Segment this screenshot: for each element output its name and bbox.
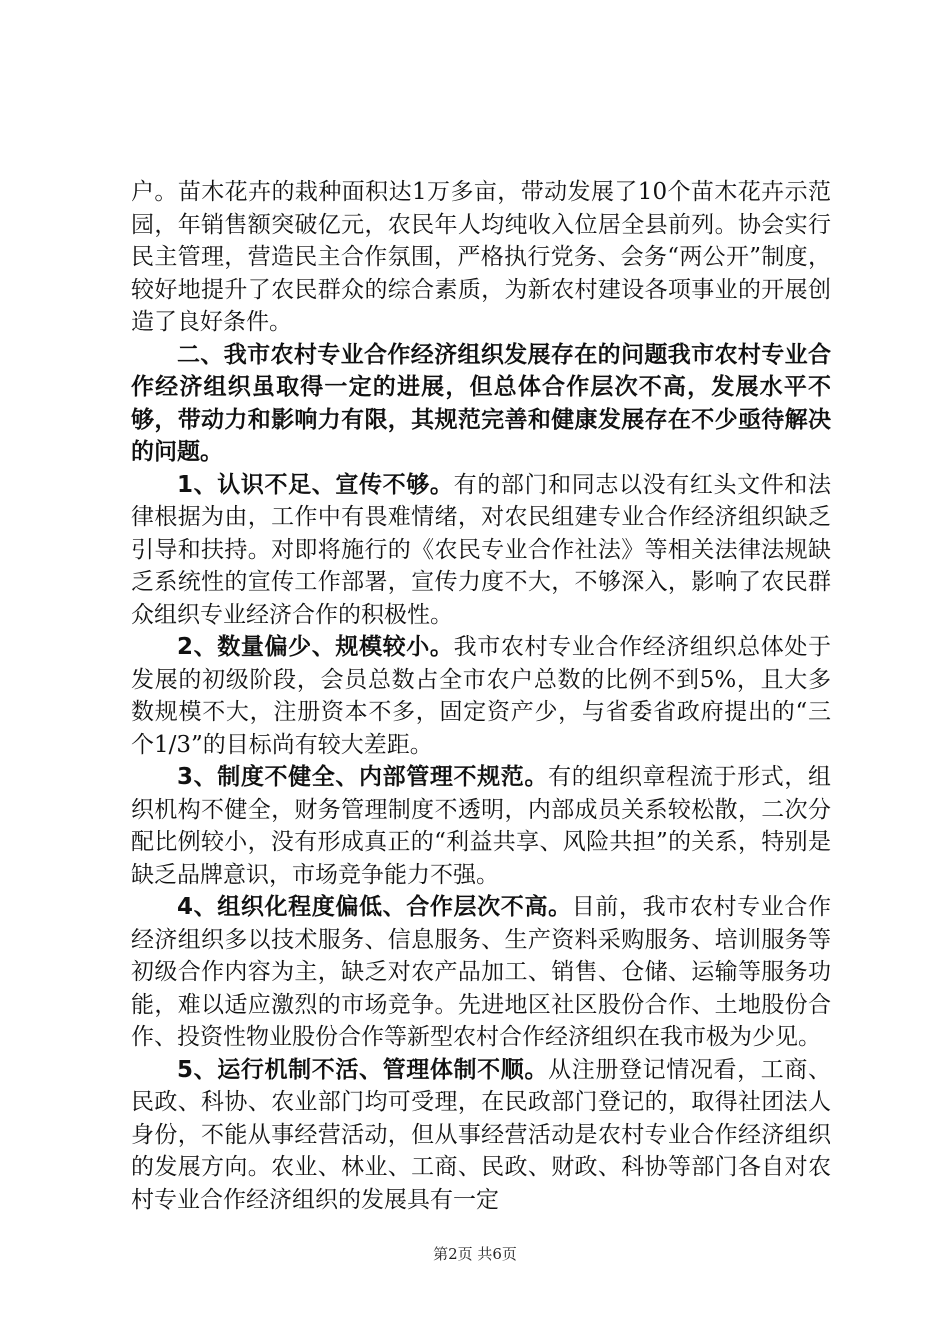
issue-lead-4: 4、组织化程度偏低、合作层次不高。	[177, 894, 572, 920]
issue-paragraph-3	[131, 761, 831, 891]
section-heading-text: 二、我市农村专业合作经济组织发展存在的问题我市农村专业合作经济组织虽取得一定的进展，但总体合作层次不高，发展水平不够，带动力和影响力有限，其规范完善和健康发展存在不少亟待解决的问题。	[131, 341, 831, 465]
document-body	[131, 176, 831, 1216]
paragraph-continuation	[131, 176, 831, 339]
issue-text-3: 有的组织章程流于形式，组织机构不健全，财务管理制度不透明，内部成员关系较松散，二次分配比例较小，没有形成真正的“利益共享、风险共担”的关系，特别是缺乏品牌意识，市场竞争能力不强。	[131, 764, 831, 888]
section-heading-paragraph	[131, 339, 831, 469]
issue-paragraph-4	[131, 891, 831, 1054]
issue-paragraph-5	[131, 1054, 831, 1217]
issue-lead-5: 5、运行机制不活、管理体制不顺。	[177, 1056, 549, 1083]
issue-text-2: 我市农村专业合作经济组织总体处于发展的初级阶段，会员总数占全市农户总数的比例不到5%，且大多数规模不大，注册资本不多，固定资产少，与省委省政府提出的“三个1/3”的目标尚有较大差距。	[131, 634, 831, 758]
issue-paragraph-2	[131, 631, 831, 761]
paragraph-text: 户。苗木花卉的栽种面积达1万多亩，带动发展了10个苗木花卉示范园，年销售额突破亿元，农民年人均纯收入位居全县前列。协会实行民主管理，营造民主合作氛围，严格执行党务、会务“两公开”制度，较好地提升了农民群众的综合素质，为新农村建设各项事业的开展创造了良好条件。	[131, 179, 831, 335]
issue-lead-2: 2、数量偏少、规模较小。	[177, 634, 454, 660]
issue-text-5: 从注册登记情况看，工商、民政、科协、农业部门均可受理，在民政部门登记的，取得社团法人身份，不能从事经营活动，但从事经营活动是农村专业合作经济组织的发展方向。农业、林业、工商、民政、财政、科协等部门各自对农村专业合作经济组织的发展具有一定	[131, 1056, 831, 1213]
issue-text-1: 有的部门和同志以没有红头文件和法律根据为由，工作中有畏难情绪，对农民组建专业合作经济组织缺乏引导和扶持。对即将施行的《农民专业合作社法》等相关法律法规缺乏系统性的宣传工作部署，宣传力度不大，不够深入，影响了农民群众组织专业经济合作的积极性。	[131, 471, 831, 628]
issue-lead-3: 3、制度不健全、内部管理不规范。	[177, 764, 549, 790]
issue-lead-1: 1、认识不足、宣传不够。	[177, 471, 454, 498]
page-footer: 第2页 共6页	[433, 1245, 517, 1263]
issue-text-4: 目前，我市农村专业合作经济组织多以技术服务、信息服务、生产资料采购服务、培训服务等初级合作内容为主，缺乏对农产品加工、销售、仓储、运输等服务功能，难以适应激烈的市场竞争。先进地区社区股份合作、土地股份合作、投资性物业股份合作等新型农村合作经济组织在我市极为少见。	[131, 894, 831, 1050]
issue-paragraph-1	[131, 469, 831, 632]
